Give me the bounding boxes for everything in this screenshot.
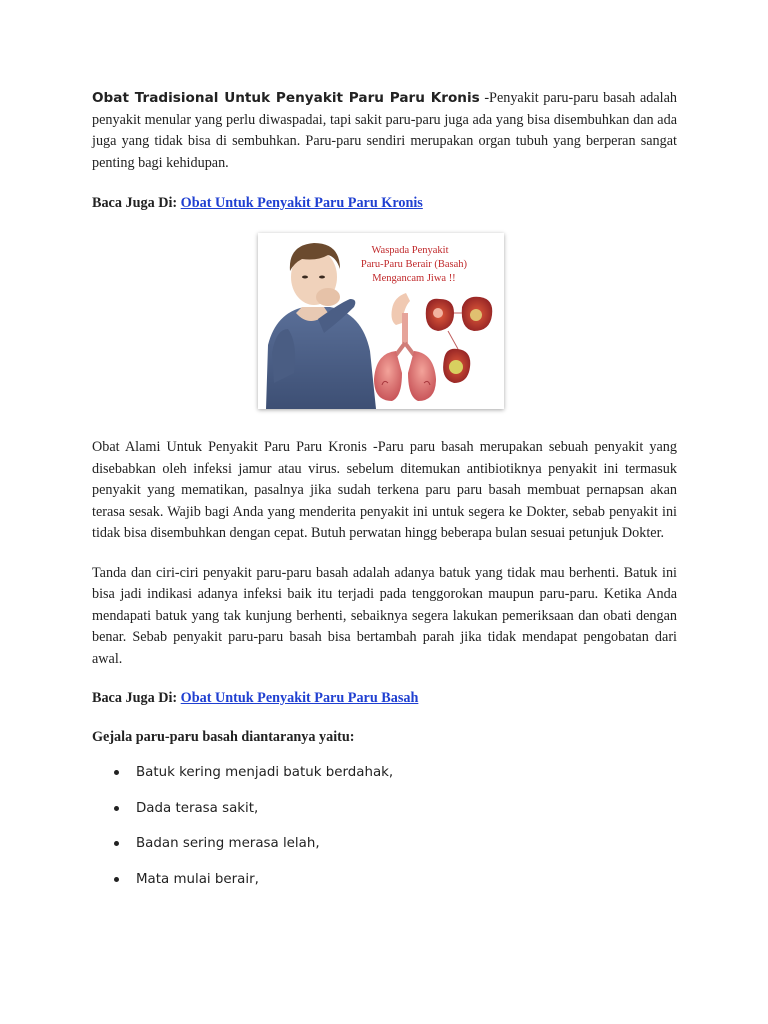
read-also-label: Baca Juga Di:	[92, 690, 181, 706]
document-page	[92, 88, 677, 904]
lung-illustration	[258, 233, 504, 409]
list-item	[92, 762, 677, 783]
symptom-text: Dada terasa sakit,	[136, 800, 259, 816]
coughing-man-figure	[266, 243, 376, 409]
bullet-icon	[114, 806, 119, 811]
symptom-text: Badan sering merasa lelah,	[136, 836, 320, 851]
intro-text: -Penyakit paru-paru basah adalah penyakit menular yang perlu diwaspadai, tapi sakit paru-paru juga ada yang bisa disembuhkan dan ada juga yang tidak bisa di sembuhkan. Paru-paru sendiri merupakan organ tubuh yang berperan sangat penting bagi kehidupan.	[92, 90, 677, 171]
symptoms-heading: Gejala paru-paru basah diantaranya yaitu:	[92, 728, 355, 745]
list-item	[92, 798, 677, 819]
caption-line-2: Paru-Paru Berair (Basah)	[360, 258, 467, 270]
read-also-2	[92, 688, 677, 710]
figure-container	[84, 233, 677, 417]
bullet-icon	[114, 770, 119, 775]
lung-illustration-art	[258, 233, 504, 409]
read-also-1	[92, 193, 677, 215]
read-also-label: Baca Juga Di:	[92, 195, 181, 211]
caption-line-3: Mengancam Jiwa !!	[371, 272, 456, 284]
symptoms-list	[92, 762, 677, 890]
list-item	[92, 869, 677, 890]
bullet-icon	[114, 877, 119, 882]
caption-line-1: Waspada Penyakit	[370, 244, 449, 256]
paragraph-2: Obat Alami Untuk Penyakit Paru Paru Kronis -Paru paru basah merupakan sebuah penyakit yang disebabkan oleh infeksi jamur atau virus. sebelum ditemukan antibiotiknya penyakit ini termasuk penyakit yang mematikan, pasalnya jika sudah terkena paru paru basah membuat pernapsan akan terasa sesak. Wajib bagi Anda yang menderita penyakit ini untuk segera ke Dokter, sebab penyakit ini tidak bisa disembuhkan dengan cepat. Butuh perwatan hingg beberapa bulan sesuai petunjuk Dokter.	[92, 439, 677, 541]
figure-caption	[360, 245, 467, 284]
alveoli-panels	[425, 296, 492, 382]
list-item	[92, 833, 677, 854]
symptom-text: Batuk kering menjadi batuk berdahak,	[136, 765, 394, 780]
intro-title: Obat Tradisional Untuk Penyakit Paru Paru Kronis	[92, 90, 480, 106]
read-also-link-basah[interactable]: Obat Untuk Penyakit Paru Paru Basah	[180, 690, 419, 706]
bullet-icon	[114, 841, 119, 846]
read-also-link-kronis[interactable]: Obat Untuk Penyakit Paru Paru Kronis	[180, 195, 423, 211]
paragraph-3: Tanda dan ciri-ciri penyakit paru-paru basah adalah adanya batuk yang tidak mau berhenti. Batuk ini bisa jadi indikasi adanya infeksi baik itu terjadi pada tenggorokan maupun paru-paru. Ketika Anda mendapati batuk yang tak kunjung berhenti, sebaiknya segera lakukan pemeriksaan dan obati dengan benar. Sebab penyakit paru-paru basah bisa bertambah parah jika tidak mendapat pengobatan dari awal.	[92, 564, 677, 667]
symptom-text: Mata mulai berair,	[136, 871, 259, 887]
intro-paragraph	[92, 88, 677, 174]
